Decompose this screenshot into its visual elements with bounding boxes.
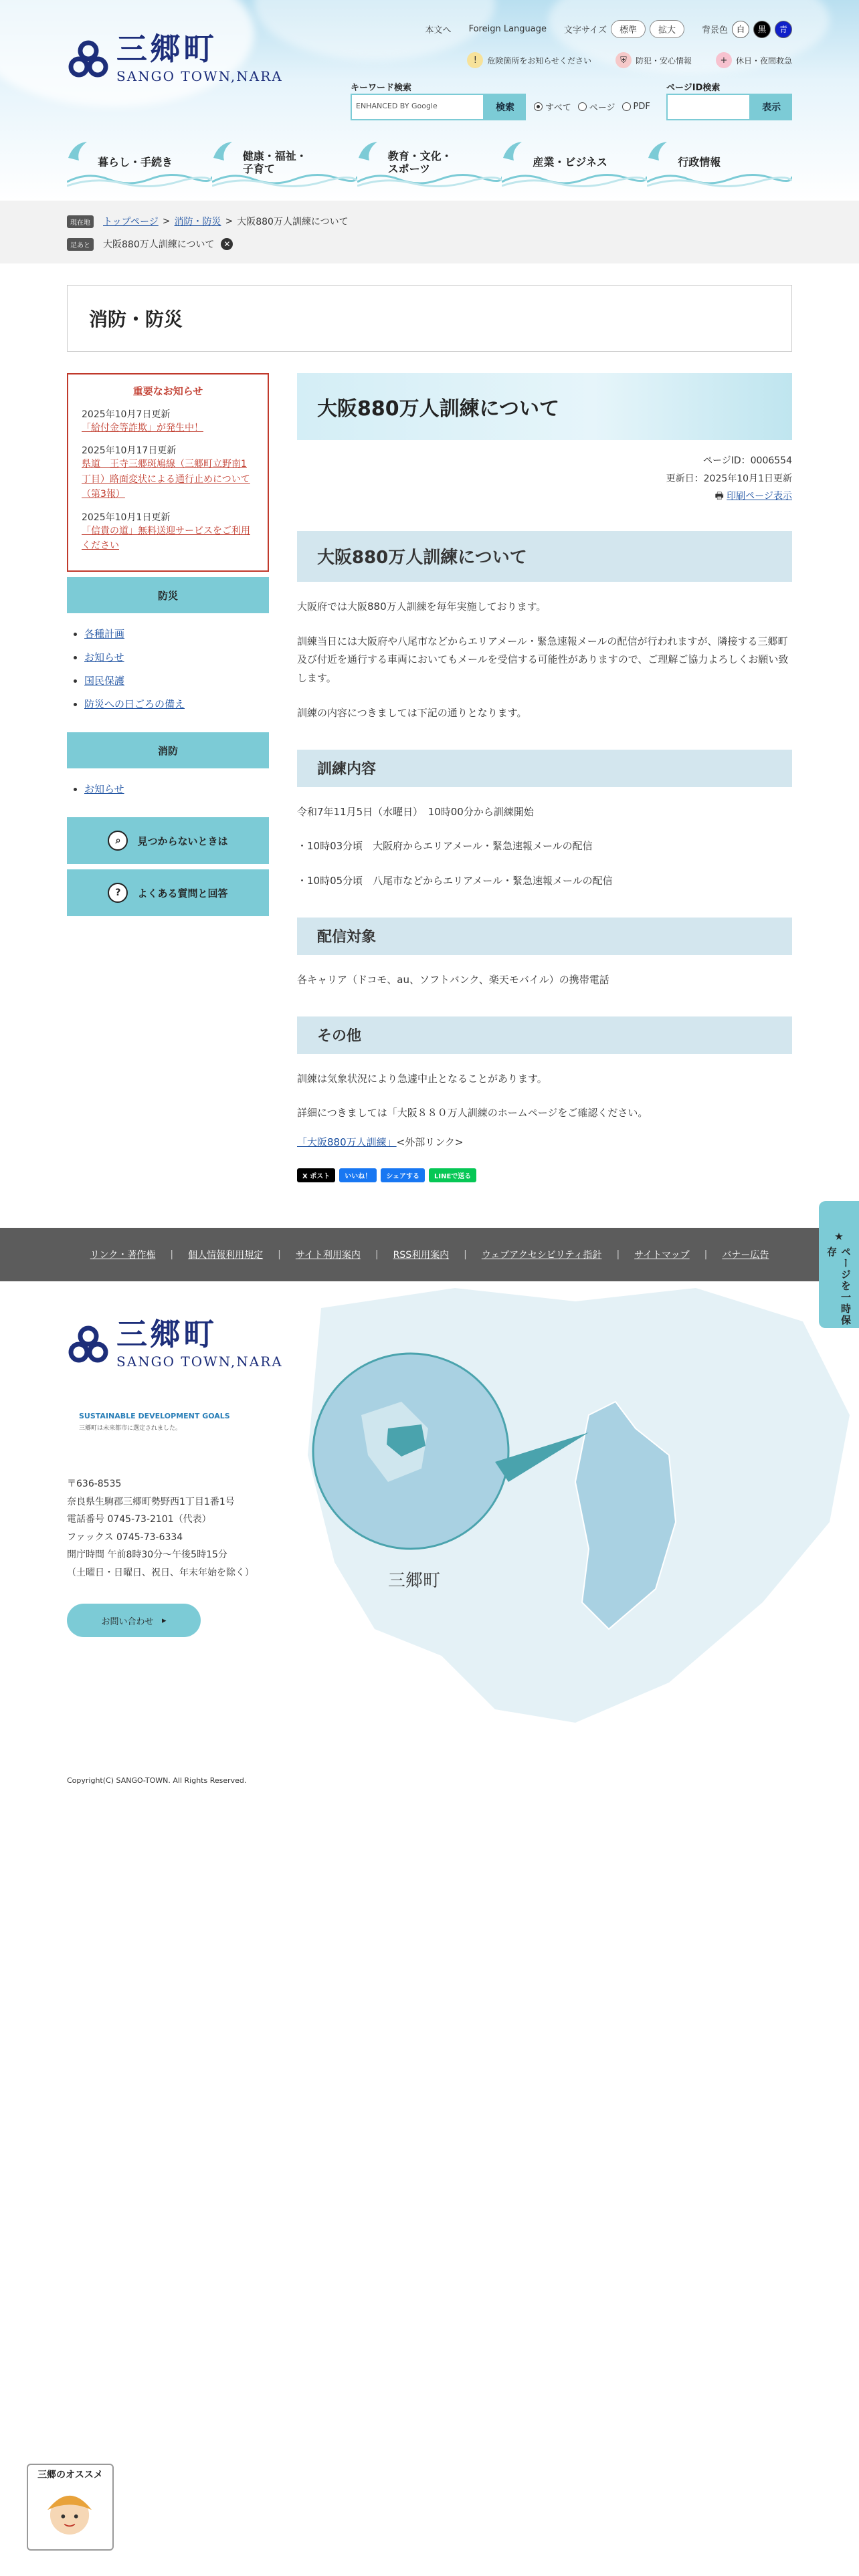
recommend-widget[interactable]: 三郷のオススメ	[27, 2464, 114, 2551]
intro-text: 大阪府では大阪880万人訓練を毎年実施しております。	[297, 600, 547, 613]
radio-page[interactable]: ページ	[578, 100, 615, 113]
page-id-search	[666, 94, 792, 120]
breadcrumb-current: 大阪880万人訓練について	[237, 217, 349, 227]
font-large-button[interactable]: 拡大	[650, 20, 684, 38]
sidebar-heading-shoubou: 消防	[67, 732, 269, 768]
quick-link-danger[interactable]: ! 危険箇所をお知らせください	[467, 52, 591, 68]
question-icon: ?	[108, 883, 128, 903]
notice-link[interactable]: 「信貴の道」無料送迎サービスをご利用ください	[82, 525, 250, 551]
gnav-industry[interactable]: 産業・ビジネス	[502, 138, 647, 187]
sidebar-list-bousai	[67, 613, 269, 727]
body-text: ・10時05分頃 八尾市などからエリアメール・緊急速報メールの配信	[297, 875, 613, 887]
body-text: 各キャリア（ドコモ、au、ソフトバンク、楽天モバイル）の携帯電話	[297, 973, 609, 986]
page-id-search-label: ページID検索	[666, 83, 721, 93]
faq-button[interactable]: ? よくある質問と回答	[67, 869, 269, 916]
location-map	[294, 1281, 859, 1736]
content-heading: 大阪880万人訓練について	[297, 531, 792, 582]
contact-button[interactable]: お問い合わせ ▸	[67, 1604, 201, 1637]
sidebar	[67, 373, 269, 1182]
page-meta	[297, 452, 792, 506]
page-id-input[interactable]	[666, 94, 751, 120]
gnav-education[interactable]: 教育・文化・ スポーツ	[357, 138, 502, 187]
star-icon: ★	[834, 1230, 844, 1243]
gnav-admin[interactable]: 行政情報	[647, 138, 792, 187]
font-size-label: 文字サイズ	[563, 25, 607, 35]
site-footer	[0, 1281, 859, 1816]
subheading-content: 訓練内容	[297, 750, 792, 787]
subheading-other: その他	[297, 1016, 792, 1054]
site-logo[interactable]	[67, 33, 283, 84]
print-link[interactable]: 印刷ページ表示	[727, 491, 792, 502]
breadcrumb: 現在地 トップページ > 消防・防災 > 大阪880万人訓練について 足あと 大阪880万人訓練について ✕	[0, 201, 859, 263]
breadcrumb-top[interactable]: トップページ	[103, 217, 159, 227]
gnav-health[interactable]: 健康・福祉・ 子育て	[212, 138, 357, 187]
radio-pdf[interactable]: PDF	[622, 100, 650, 113]
keyword-search-label: キーワード検索	[351, 83, 412, 93]
logo-en: SANGO TOWN,NARA	[116, 68, 283, 84]
bg-black-button[interactable]: 黒	[753, 21, 771, 38]
footer-logo[interactable]: 三郷町 SANGO TOWN,NARA	[67, 1319, 283, 1370]
footer-link[interactable]: バナー広告	[722, 1250, 769, 1261]
logo-jp: 三郷町	[116, 31, 217, 67]
section-title: 消防・防災	[67, 285, 792, 352]
body-text: 訓練は気象状況により急遽中止となることがあります。	[297, 1072, 547, 1085]
bg-white-button[interactable]: 白	[732, 21, 749, 38]
town-emblem-icon	[67, 1323, 110, 1366]
footer-link[interactable]: サイト利用案内	[295, 1250, 361, 1261]
printer-icon: 🖶	[714, 491, 724, 502]
updated-date: 更新日：2025年10月1日更新	[666, 473, 792, 484]
body-text: 訓練当日には大阪府や八尾市などからエリアメール・緊急速報メールの配信が行われますが、隣接する三郷町及び付近を通行する車両においてもメールを受信する可能性がありますので、ご理解ご協力よろしくお願い致します。	[297, 635, 789, 685]
skip-link[interactable]: 本文へ	[425, 25, 452, 35]
close-icon[interactable]: ✕	[221, 238, 233, 250]
sidebar-item[interactable]: 各種計画	[84, 628, 125, 641]
body-text: 訓練の内容につきましては下記の通りとなります。	[297, 706, 527, 719]
sidebar-item[interactable]: お知らせ	[84, 783, 124, 796]
sidebar-item[interactable]: 防災への日ごろの備え	[84, 698, 185, 711]
search-scope	[534, 100, 657, 113]
radio-all[interactable]: すべて	[534, 100, 571, 113]
sdgs-badge: SUSTAINABLE DEVELOPMENT GOALS 三郷町は未来都市に選定されました。	[79, 1412, 230, 1432]
site-header	[0, 0, 859, 201]
page-id: ページID：0006554	[703, 455, 792, 466]
not-found-button[interactable]: ⌕ 見つからないときは	[67, 817, 269, 864]
sidebar-list-shoubou	[67, 768, 269, 812]
global-nav	[67, 138, 792, 187]
facebook-like-button[interactable]: いいね！	[339, 1168, 377, 1182]
page-title: 大阪880万人訓練について	[297, 373, 792, 440]
history-tag: 足あと	[67, 238, 94, 251]
footer-link[interactable]: リンク・著作権	[90, 1250, 156, 1261]
footer-address: 〒636-8535 奈良県生駒郡三郷町勢野西1丁目1番1号 電話番号 0745-73-2101（代表） ファックス 0745-73-6334 開庁時間 午前8時30分～午後5時15分 （土曜日・日曜日、祝日、年末年始を除く）	[67, 1479, 254, 1578]
footer-nav: リンク・著作権 | 個人情報利用規定 | サイト利用案内 | RSS利用案内 | ウェブアクセシビリティ指針 | サイトマップ | バナー広告	[0, 1228, 859, 1281]
foreign-language-link[interactable]: Foreign Language	[468, 24, 547, 34]
line-share-button[interactable]: LINEで送る	[429, 1168, 476, 1182]
keyword-search-button[interactable]: 検索	[484, 94, 526, 120]
notice-link[interactable]: 「給付金等詐欺」が発生中！	[82, 423, 203, 433]
bg-color-label: 背景色	[701, 25, 728, 35]
external-link[interactable]: 「大阪880万人訓練」	[297, 1136, 397, 1149]
mascot-icon	[28, 2481, 112, 2547]
breadcrumb-fire[interactable]: 消防・防災	[174, 217, 221, 227]
footer-link[interactable]: ウェブアクセシビリティ指針	[481, 1250, 602, 1261]
share-buttons	[297, 1168, 792, 1182]
chevron-right-icon: ▸	[161, 1615, 167, 1626]
alert-icon: !	[467, 52, 483, 68]
subheading-target: 配信対象	[297, 918, 792, 955]
body-text: 詳細につきましては「大阪８８０万人訓練のホームページをご確認ください。	[297, 1107, 648, 1119]
body-text: ・10時03分頃 大阪府からエリアメール・緊急速報メールの配信	[297, 840, 593, 853]
map-label: 三郷町	[388, 1571, 441, 1591]
font-standard-button[interactable]: 標準	[611, 20, 646, 38]
x-post-button[interactable]: X ポスト	[297, 1168, 335, 1182]
notice-link[interactable]: 県道 王寺三郷斑鳩線（三郷町立野南1丁目）路面変状による通行止めについて（第3報）	[82, 459, 250, 500]
quick-links	[443, 52, 792, 68]
notice-title: 重要なお知らせ	[132, 385, 203, 397]
sidebar-heading-bousai: 防災	[67, 577, 269, 613]
sidebar-item[interactable]: 国民保護	[84, 675, 125, 687]
page-id-button[interactable]: 表示	[751, 94, 792, 120]
sidebar-item[interactable]: お知らせ	[84, 651, 124, 664]
town-emblem-icon	[67, 37, 110, 80]
copyright: Copyright(C) SANGO-TOWN. All Rights Reserved.	[67, 1776, 247, 1785]
footer-link[interactable]: サイトマップ	[634, 1250, 690, 1261]
facebook-share-button[interactable]: シェアする	[381, 1168, 425, 1182]
important-notice: 重要なお知らせ 2025年10月7日更新 「給付金等詐欺」が発生中！ 2025年10月17日更新 県道 王寺三郷斑鳩線（三郷町立野南1丁目）路面変状による通行止めについて（第3報） 2025年10月1日更新 「信貴の道」無料送迎サービスをご利用ください	[67, 373, 269, 572]
footer-link[interactable]: RSS利用案内	[393, 1250, 450, 1261]
shield-icon: ⛨	[615, 52, 632, 68]
medical-icon: +	[716, 52, 732, 68]
quick-link-emergency[interactable]: + 休日・夜間救急	[716, 52, 792, 68]
history-item[interactable]: 大阪880万人訓練について	[103, 239, 215, 250]
save-page-tab[interactable]: ★ ページを一時保存	[819, 1201, 859, 1328]
utility-bar	[408, 20, 792, 38]
main-content: 大阪880万人訓練について ページID：0006554 更新日：2025年10月1日更新 🖶 印刷ページ表示 大阪880万人訓練について 大阪府では大阪880万人訓練を毎年実施しております。 訓練当日には大阪府や八尾市などからエリアメール・緊急速報メールの配信が行われますが、隣接する三郷町及び付近を通行する車両においてもメールを受信する可能性がありますので、ご理解ご協力よろしくお願い致します。 訓練の内容につきましては下記の通りとなります。 訓練内容 令和7年11月5日（水曜日） 10時00分から訓練開始 ・10時03分頃 大阪府からエリアメール・緊急速報メールの配信 ・10時05分頃 八尾市などからエリアメール・緊急速報メールの配信 配信対象 各キャリア（ドコモ、au、ソフトバンク、楽天モバイル）の携帯電話 その他 訓練は気象状況により急遽中止となることがあります。 詳細につきましては「大阪８８０万人訓練のホームページをご確認ください。 「大阪880万人訓練」<外部リンク> X ポスト いいね！ シェアする LINEで送る	[297, 373, 792, 1182]
bg-blue-button[interactable]: 青	[775, 21, 792, 38]
body-text: 令和7年11月5日（水曜日） 10時00分から訓練開始	[297, 805, 534, 818]
keyword-search	[351, 94, 526, 120]
search-icon: ⌕	[108, 831, 128, 851]
current-location-tag: 現在地	[67, 215, 94, 228]
footer-link[interactable]: 個人情報利用規定	[188, 1250, 264, 1261]
gnav-living[interactable]: 暮らし・手続き	[67, 138, 212, 187]
keyword-search-input[interactable]: ENHANCED BY Google	[351, 94, 484, 120]
quick-link-safety[interactable]: ⛨ 防犯・安心情報	[615, 52, 692, 68]
